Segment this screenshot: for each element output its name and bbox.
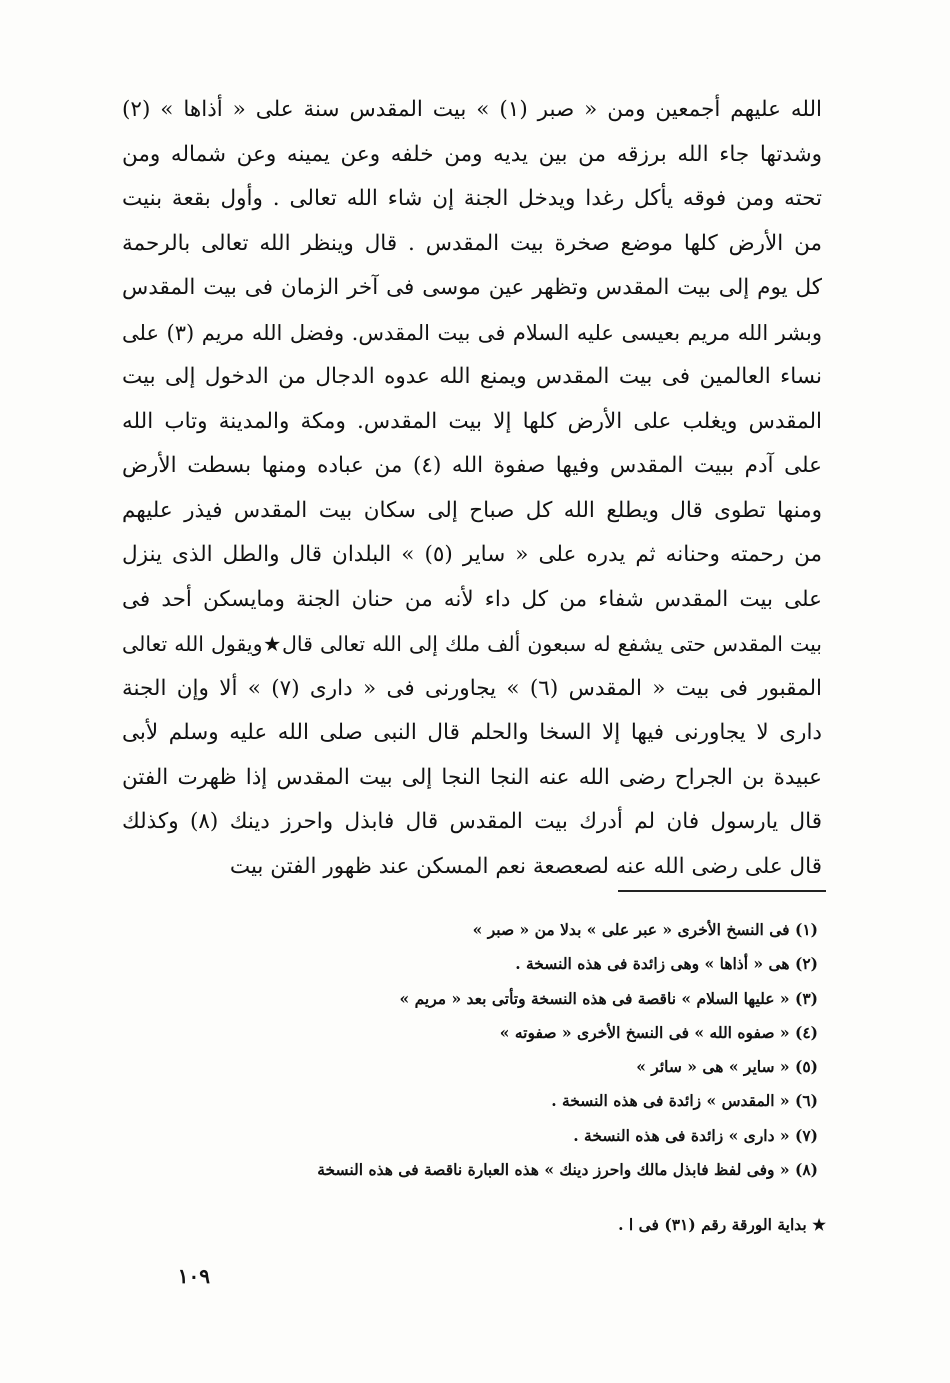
page-number: ١٠٩ [177,1264,210,1288]
footnote: (٨) « وفى لفظ فابذل مالك واحرز دينك » هذه العبارة ناقصة فى هذه النسخة [317,1160,818,1180]
footnotes-block [258,913,818,1187]
text-line: نساء العالمين فى بيت المقدس ويمنع الله عدوه الدجال من الدخول إلى بيت [122,364,822,389]
text-line: تحته ومن فوقه يأكل رغدا ويدخل الجنة إن شاء الله تعالى . وأول بقعة بنيت [122,186,822,211]
folio-note: ★ بداية الورقة رقم (٣١) فى ا . [618,1215,826,1234]
text-line: المقدس ويغلب على الأرض كلها إلا بيت المقدس. ومكة والمدينة وتاب الله [122,408,822,434]
main-text-block [122,88,822,889]
text-line: من رحمته وحنانه ثم يدره على « ساير (٥) » البلدان قال والطل الذى ينزل [122,542,822,567]
text-line: ومنها تطوى قال ويطلع الله كل صباح إلى سكان بيت المقدس فيذر عليهم [122,497,822,523]
text-line: عبيدة بن الجراح رضى الله عنه النجا النجا إلى بيت المقدس إذا ظهرت الفتن [122,764,822,790]
text-line: وشدتها جاء الله برزقه من بين يديه ومن خلفه وعن يمينه وعن شماله ومن [122,141,822,167]
text-line: كل يوم إلى بيت المقدس وتظهر عين موسى فى آخر الزمان فى بيت المقدس [122,275,822,300]
footnote-divider [618,890,826,892]
text-line: قال يارسول فان لم أدرك بيت المقدس قال فابذل واحرز دينك (٨) وكذلك [122,809,822,834]
footnote: (٢) هى « أذاها » وهى زائدة فى هذه النسخة . [515,954,818,974]
text-line: على بيت المقدس شفاء من كل داء لأنه من حنان الجنة ومايسكن أحد فى [122,586,822,612]
footnote: (١) فى النسخ الأخرى « عبر على » بدلا من « صبر » [472,920,818,939]
text-line: دارى لا يجاورنى فيها إلا السخا والحلم قال النبى صلى الله عليه وسلم لأبى [122,720,822,745]
text-line: المقبور فى بيت « المقدس (٦) » يجاورنى فى « دارى (٧) » ألا وإن الجنة [122,675,822,701]
text-line: قال على رضى الله عنه لصعصعة نعم المسكن عند ظهور الفتن بيت [229,853,822,879]
text-line: على آدم ببيت المقدس وفيها صفوة الله (٤) من عباده ومنها بسطت الأرض [122,453,822,478]
footnote: (٣) « عليها السلام » ناقصة فى هذه النسخة وتأتى بعد « مريم » [399,988,818,1008]
footnote: (٥) « ساير » هى « سائر » [636,1057,818,1077]
footnote: (٧) « دارى » زائدة فى هذه النسخة . [573,1125,818,1145]
text-line: وبشر الله مريم بعيسى عليه السلام فى بيت المقدس. وفضل الله مريم (٣) على [122,320,822,345]
text-line: الله عليهم أجمعين ومن « صبر (١) » بيت المقدس سنة على « أذاها » (٢) [122,97,822,122]
text-line: من الأرض كلها موضع صخرة بيت المقدس . قال وينظر الله تعالى بالرحمة [122,230,822,256]
text-line: بيت المقدس حتى يشفع له سبعون ألف ملك إلى الله تعالى قال★ويقول الله تعالى [122,632,822,656]
footnote: (٤) « صفوه الله » فى النسخ الأخرى « صفوته » [499,1022,818,1042]
footnote: (٦) « المقدس » زائدة فى هذه النسخة . [551,1091,818,1111]
